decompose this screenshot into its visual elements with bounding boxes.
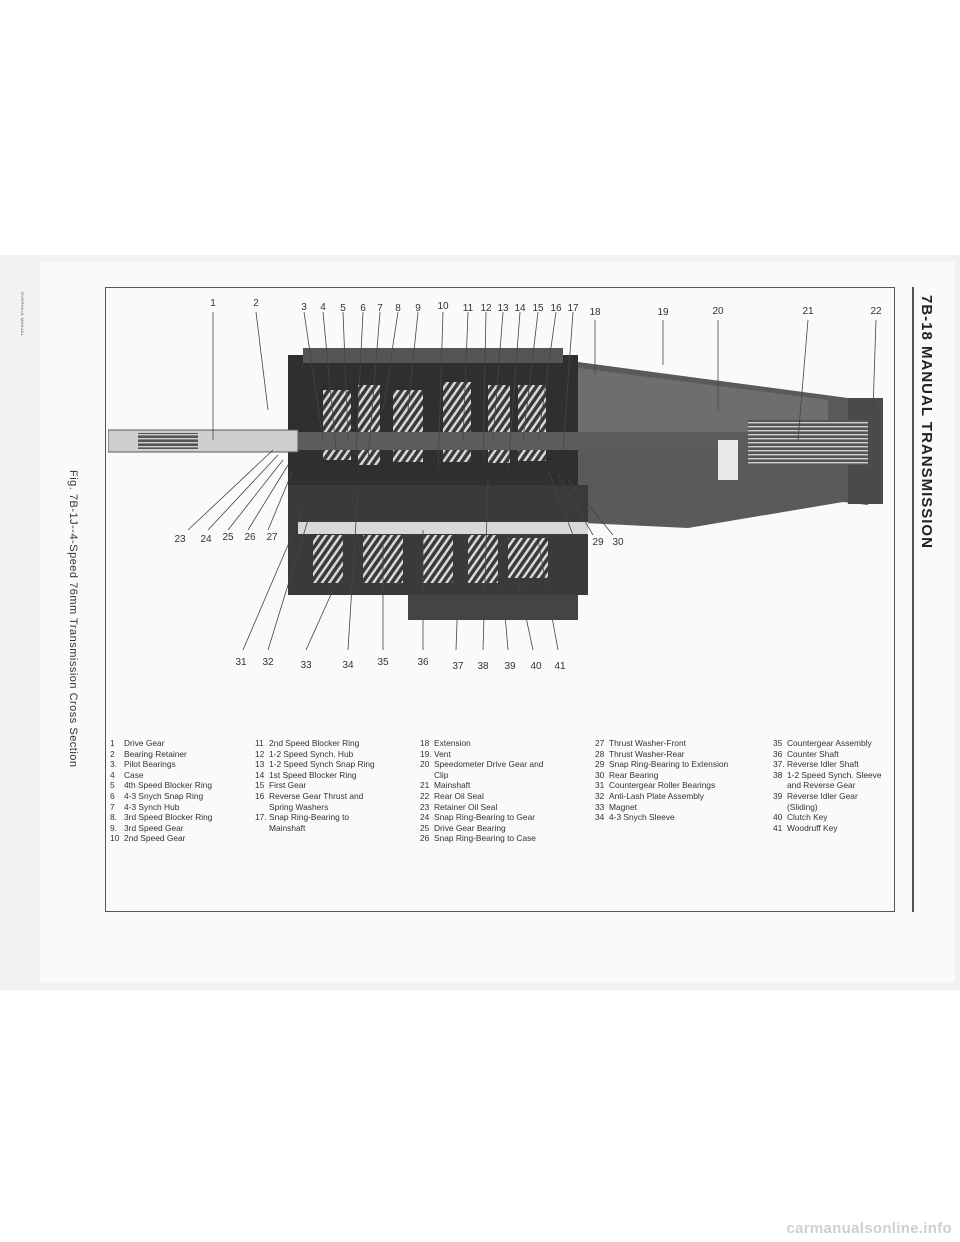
margin-note: OVERHAUL MANUAL [20,292,25,337]
callout-35: 35 [377,657,389,668]
legend-column-3 [420,738,560,844]
callout-41: 41 [554,661,566,672]
site-watermark: carmanualsonline.info [786,1220,952,1237]
callout-24: 24 [200,534,212,545]
legend-item: 18 Extension [420,738,471,748]
callout-29: 29 [592,537,604,548]
legend-item: 13 1-2 Speed Synch Snap Ring [255,759,375,770]
figure-caption: Fig. 7B-1J--4-Speed 76mm Transmission Cross Section [67,470,79,768]
legend-item: 20 Speedometer Drive Gear and Clip [420,759,544,780]
callout-2: 2 [253,298,259,309]
callout-37: 37 [452,661,464,672]
legend-item: 16 Reverse Gear Thrust and Spring Washers [255,790,364,812]
legend-item: 4 Case [110,769,144,780]
callout-4: 4 [320,302,326,313]
legend-item: 40 Clutch Key [773,812,828,823]
legend-item: 19. Vent [420,748,451,759]
callout-32: 32 [262,657,274,668]
legend-item: 21 Mainshaft [420,780,471,791]
legend-item: 36 Counter Shaft [773,748,839,759]
legend-item: 31 Countergear Roller Bearings [595,780,716,791]
legend-item: 33 Magnet [595,801,637,812]
callout-39: 39 [504,661,516,672]
page-title: 7B-18 MANUAL TRANSMISSION [918,295,935,549]
callout-30: 30 [612,537,624,548]
callout-7: 7 [377,303,383,314]
legend-item: 17. Snap Ring-Bearing to Mainshaft [255,812,350,833]
legend-item: 3. Pilot Bearings [110,759,176,770]
callout-6: 6 [360,303,366,314]
callout-14: 14 [514,303,526,314]
legend-item: 34 4-3 Snych Sleeve [595,812,675,823]
legend-item: 24 Snap Ring-Bearing to Gear [420,812,536,823]
callout-18: 18 [589,307,601,318]
legend-item: 27 Thrust Washer-Front [595,738,686,748]
legend-item: 41 Woodruff Key [773,822,838,833]
callout-11: 11 [462,303,474,314]
callout-12: 12 [480,303,492,314]
legend-item: 8. 3rd Speed Blocker Ring [110,812,213,823]
legend-column-4 [595,738,735,823]
legend-column-2 [255,738,385,833]
legend-item: 9. 3rd Speed Gear [110,822,184,833]
callout-40: 40 [530,661,542,672]
callout-17: 17 [567,303,579,314]
callout-20: 20 [712,306,724,317]
legend-item: 35 Countergear Assembly [773,738,872,748]
callout-8: 8 [395,303,401,314]
callout-9: 9 [415,303,421,314]
callout-28: 28 [572,537,584,548]
legend-item: 5 4th Speed Blocker Ring [110,780,212,791]
legend-item: 22 Rear Oil Seal [420,790,484,801]
legend-item: 32 Anti-Lash Plate Assembly [595,790,704,801]
legend-item: 39 Reverse Idler Gear (Sliding) [773,790,858,812]
callout-13: 13 [497,303,509,314]
callout-3: 3 [301,302,307,313]
callout-16: 16 [550,303,562,314]
callout-15: 15 [532,303,544,314]
legend-item: 25 Drive Gear Bearing [420,822,506,833]
callout-1: 1 [210,298,216,309]
legend-column-5 [773,738,888,833]
callout-33: 33 [300,660,312,671]
callout-10: 10 [437,301,449,312]
legend-item: 15 First Gear [255,780,307,791]
legend-item: 2 Bearing Retainer [110,748,187,759]
legend-item: 1 Drive Gear [110,738,165,748]
parts-legend [110,738,890,888]
legend-item: 14 1st Speed Blocker Ring [255,769,357,780]
legend-item: 23 Retainer Oil Seal [420,801,498,812]
legend-item: 11 2nd Speed Blocker Ring [255,738,360,748]
legend-item: 38 1-2 Speed Synch. Sleeve and Reverse Gear [773,769,882,791]
legend-column-1 [110,738,240,844]
callout-19: 19 [657,307,669,318]
callout-22: 22 [870,306,882,317]
callout-27: 27 [266,532,278,543]
callout-36: 36 [417,657,429,668]
legend-item: 28 Thrust Washer-Rear [595,748,685,759]
callout-34: 34 [342,660,354,671]
right-margin-rule [912,287,914,912]
legend-item: 30 Rear Bearing [595,769,659,780]
legend-item: 6 4-3 Snych Snap Ring [110,790,204,801]
callout-23: 23 [174,534,186,545]
legend-item: 12 1-2 Speed Synch. Hub [255,748,354,759]
legend-item: 7 4-3 Synch Hub [110,801,180,812]
callout-26: 26 [244,532,256,543]
legend-item: 26 Snap Ring-Bearing to Case [420,833,536,844]
callout-25: 25 [222,532,234,543]
callout-31: 31 [235,657,247,668]
callout-21: 21 [802,306,814,317]
legend-item: 37. Reverse Idler Shaft [773,759,859,770]
legend-item: 29 Snap Ring-Bearing to Extension [595,759,729,770]
transmission-cross-section [108,290,893,682]
callout-38: 38 [477,661,489,672]
legend-item: 10 2nd Speed Gear [110,833,186,844]
callout-5: 5 [340,303,346,314]
